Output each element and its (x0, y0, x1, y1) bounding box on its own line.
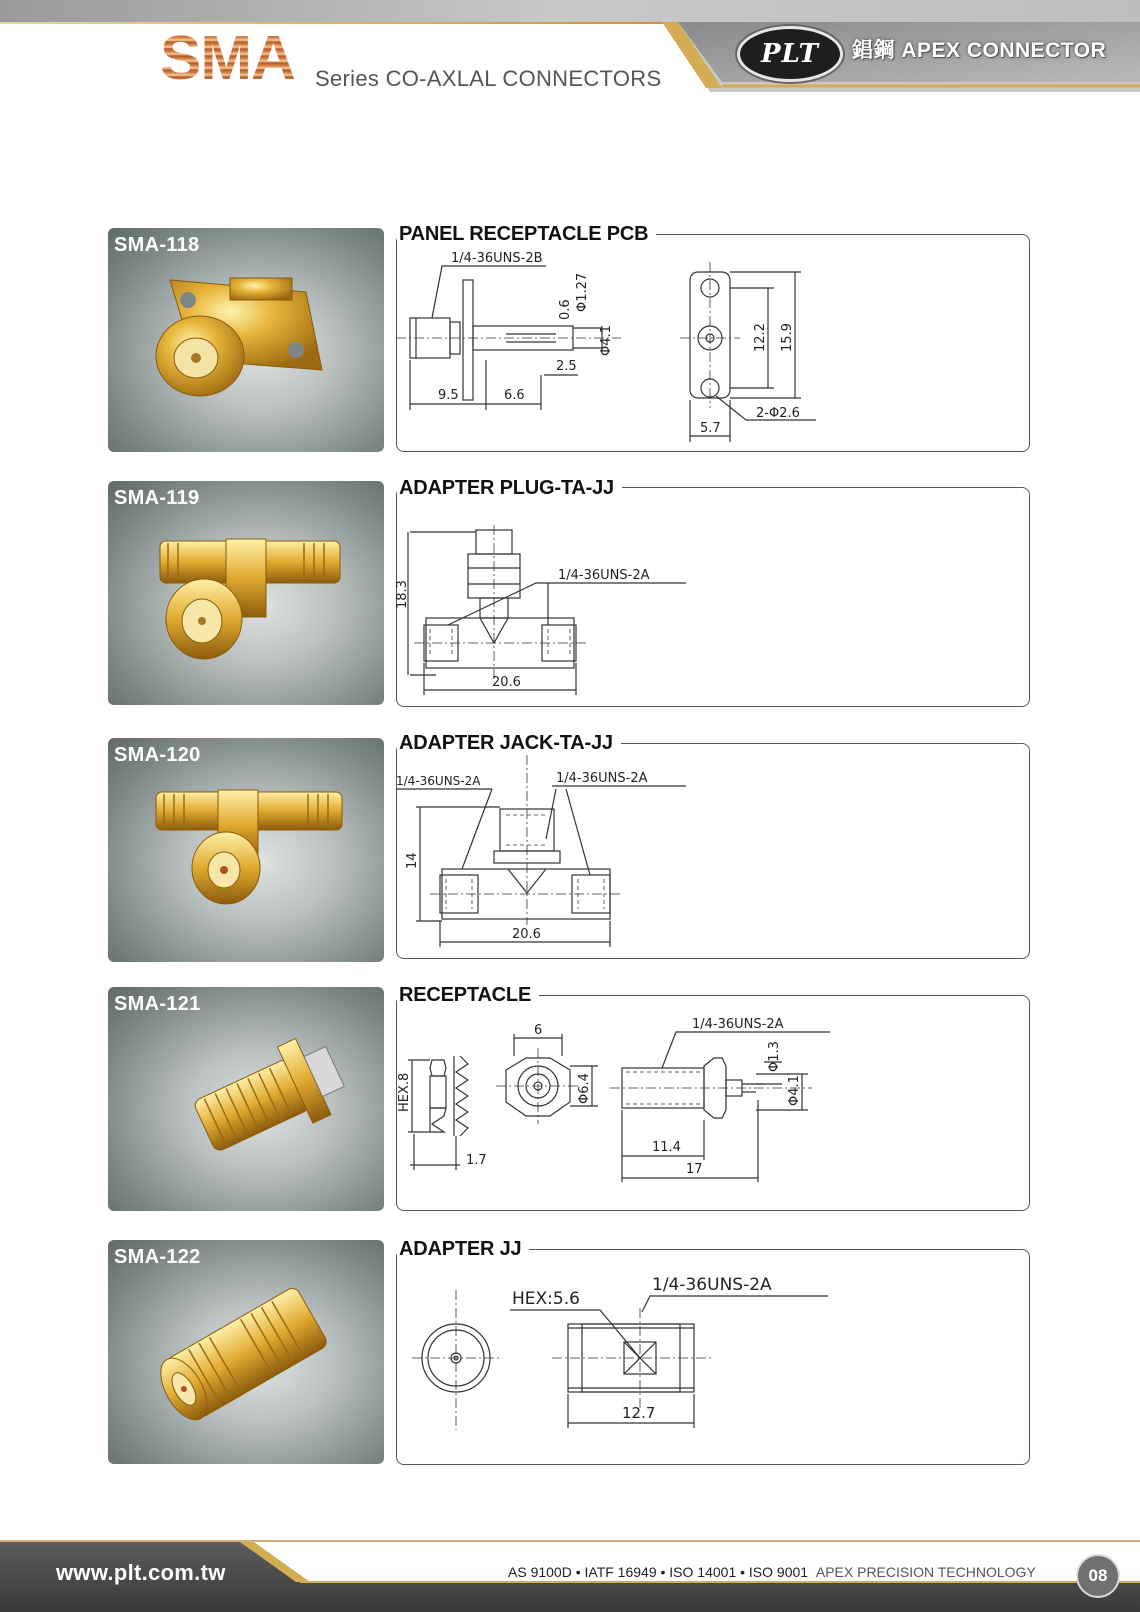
product-photo-sma-121 (108, 987, 384, 1211)
label-dim: 18.3 (395, 580, 410, 609)
product-photo-sma-122 (108, 1240, 384, 1464)
label-dim: 9.5 (438, 388, 459, 403)
label-dim: Φ6.4 (577, 1073, 592, 1104)
label-dim: Φ1.3 (767, 1041, 782, 1072)
logo-text: PLT (760, 39, 820, 69)
label-thread: 1/4-36UNS-2B (451, 251, 543, 266)
product-photo-sma-120 (108, 738, 384, 962)
label-dim: Φ1.27 (575, 272, 590, 312)
connector-image (108, 481, 384, 705)
label-dim: 20.6 (512, 927, 541, 942)
label-dim: 14 (405, 852, 420, 869)
label-dim: 12.7 (622, 1404, 656, 1422)
label-hex: HEX:5.6 (512, 1289, 580, 1309)
label-thread: 1/4-36UNS-2A (692, 1017, 784, 1032)
connector-image (108, 738, 384, 962)
page-number: 08 (1076, 1554, 1120, 1598)
spec-title: PANEL RECEPTACLE PCB (397, 222, 656, 246)
drawing-sma-120 (396, 755, 716, 955)
spec-title: ADAPTER JJ (397, 1237, 529, 1261)
label-dim: 11.4 (652, 1140, 681, 1155)
drawing-sma-118 (396, 250, 816, 450)
label-thread: 1/4-36UNS-2A (652, 1275, 772, 1295)
company-name: 錩鋼 APEX CONNECTOR (852, 39, 1107, 62)
brand-title: SMA (160, 24, 295, 93)
label-dim: 5.7 (700, 421, 721, 436)
label-dim: 15.9 (780, 323, 795, 352)
label-thread: 1/4-36UNS-2A (396, 774, 481, 788)
product-photo-sma-119 (108, 481, 384, 705)
label-dim: Φ4.1 (787, 1075, 802, 1106)
plt-logo (737, 26, 843, 82)
footer-certifications (508, 1564, 1036, 1580)
label-dim: 6 (534, 1023, 543, 1038)
label-dim: 1.7 (466, 1153, 487, 1168)
drawing-sma-122 (396, 1268, 836, 1448)
label-dim: 12.2 (753, 323, 768, 352)
product-code: SMA-122 (114, 1246, 201, 1268)
product-code: SMA-120 (114, 744, 201, 766)
label-dim: HEX.8 (397, 1072, 412, 1112)
spec-title: ADAPTER PLUG-TA-JJ (397, 476, 622, 500)
label-dim: 20.6 (492, 675, 521, 690)
connector-image (108, 228, 384, 452)
drawing-sma-121 (396, 1017, 836, 1190)
series-subtitle: Series CO-AXLAL CONNECTORS (315, 66, 662, 91)
label-dim: 6.6 (504, 388, 525, 403)
footer-company: APEX PRECISION TECHNOLOGY (815, 1564, 1036, 1580)
certs-text: AS 9100D • IATF 16949 • ISO 14001 • ISO 9001 (508, 1564, 809, 1580)
connector-image (108, 987, 384, 1211)
label-dim: 0.6 (558, 299, 573, 320)
product-code: SMA-121 (114, 993, 201, 1015)
label-thread: 1/4-36UNS-2A (558, 568, 650, 583)
label-dim: 17 (686, 1162, 703, 1177)
product-code: SMA-119 (114, 487, 200, 509)
product-code: SMA-118 (114, 234, 200, 256)
product-photo-sma-118 (108, 228, 384, 452)
drawing-sma-119 (396, 525, 696, 705)
label-holes: 2-Φ2.6 (756, 406, 800, 421)
spec-title: ADAPTER JACK-TA-JJ (397, 731, 621, 755)
label-dim: Φ4.1 (599, 325, 614, 356)
spec-title: RECEPTACLE (397, 983, 539, 1007)
label-thread: 1/4-36UNS-2A (556, 771, 648, 786)
footer-url[interactable]: www.plt.com.tw (56, 1560, 226, 1585)
label-dim: 2.5 (556, 359, 577, 374)
connector-image (108, 1240, 384, 1464)
header-gold-line (0, 22, 680, 24)
